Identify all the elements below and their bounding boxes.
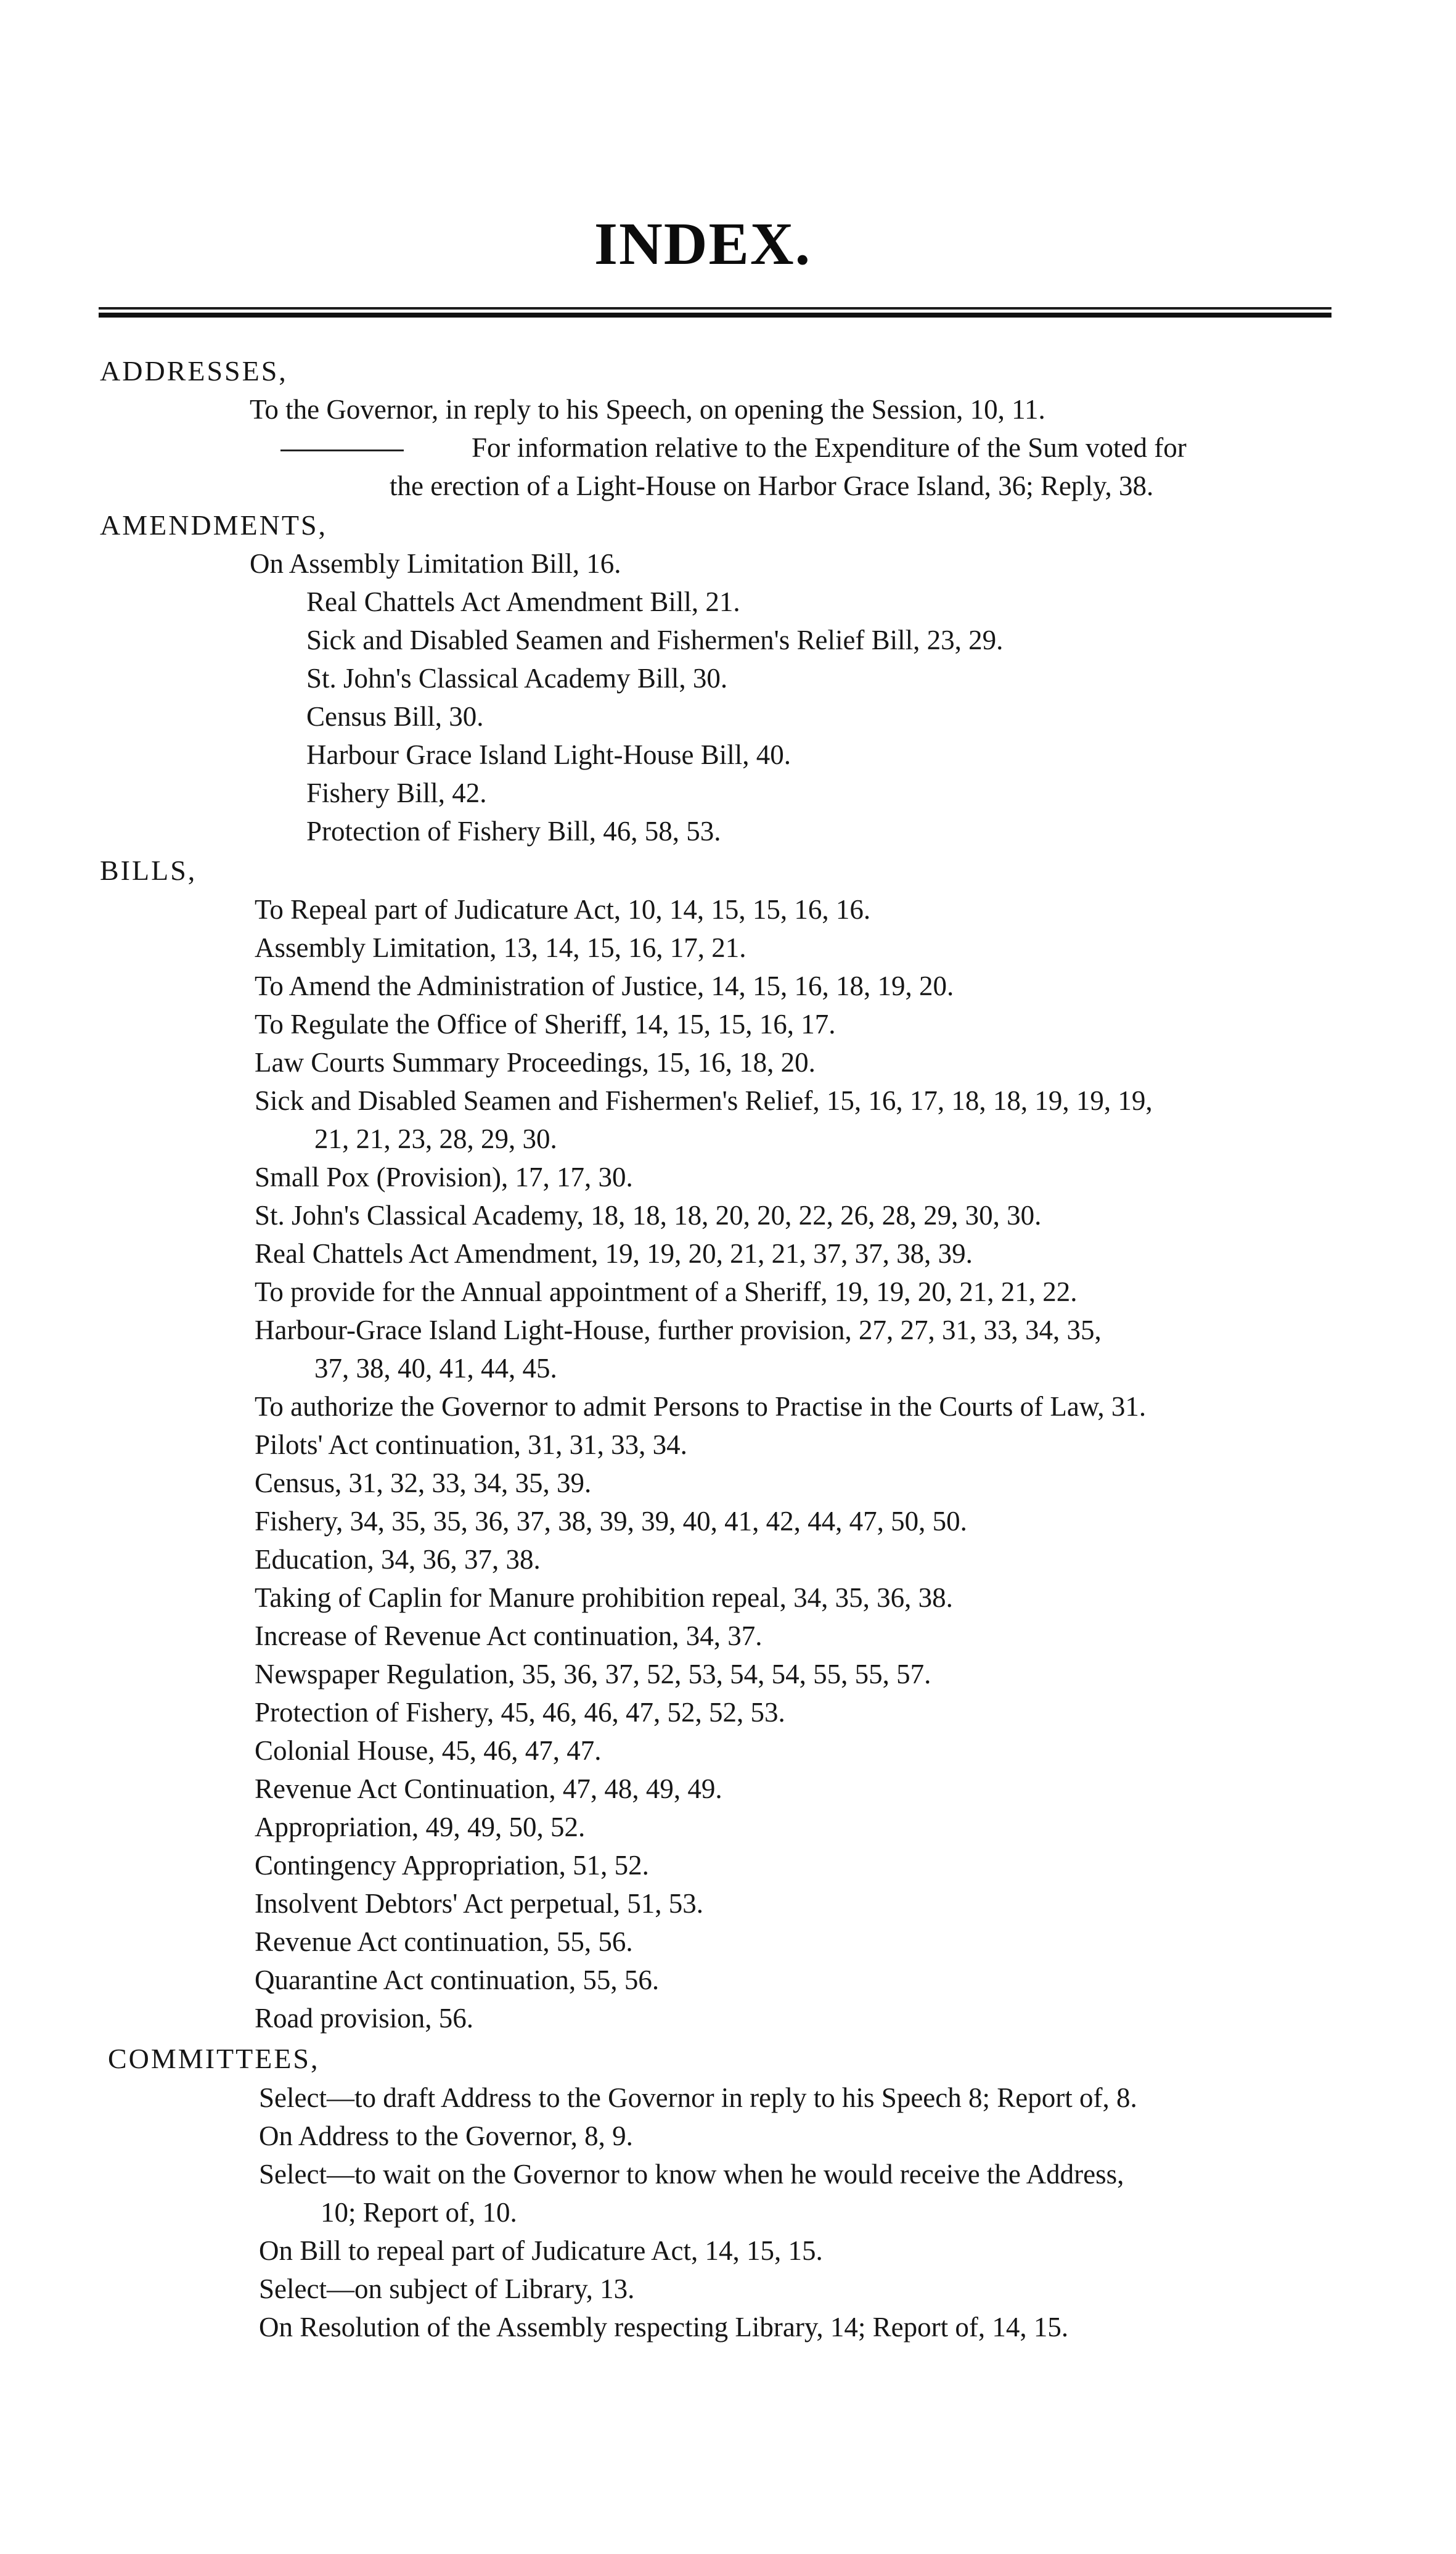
index-entry-text: For information relative to the Expenditure of the Sum voted for	[472, 432, 1187, 463]
index-entry: Sick and Disabled Seamen and Fishermen's Relief Bill, 23, 29.	[306, 625, 1004, 655]
index-entry: Road provision, 56.	[255, 2003, 473, 2034]
index-entry: Insolvent Debtors' Act perpetual, 51, 53.	[255, 1888, 703, 1919]
index-entry: Small Pox (Provision), 17, 17, 30.	[255, 1162, 633, 1193]
index-entry: On Resolution of the Assembly respecting Library, 14; Report of, 14, 15.	[259, 2312, 1069, 2343]
index-entry: Revenue Act continuation, 55, 56.	[255, 1926, 633, 1957]
index-entry: To the Governor, in reply to his Speech, on opening the Session, 10, 11.	[250, 394, 1045, 425]
index-entry: Harbour-Grace Island Light-House, further provision, 27, 27, 31, 33, 34, 35,	[255, 1315, 1102, 1345]
index-entry-continued	[280, 429, 1187, 466]
index-entry: St. John's Classical Academy Bill, 30.	[306, 663, 728, 694]
index-entry: Fishery, 34, 35, 35, 36, 37, 38, 39, 39, 40, 41, 42, 44, 47, 50, 50.	[255, 1506, 967, 1537]
index-entry: Sick and Disabled Seamen and Fishermen's Relief, 15, 16, 17, 18, 18, 19, 19, 19,	[255, 1085, 1153, 1116]
index-entry: Fishery Bill, 42.	[306, 778, 487, 808]
index-entry: Select—to draft Address to the Governor in reply to his Speech 8; Report of, 8.	[259, 2082, 1137, 2113]
index-entry: Revenue Act Continuation, 47, 48, 49, 49.	[255, 1773, 722, 1804]
index-entry: Census Bill, 30.	[306, 701, 484, 732]
index-entry: Real Chattels Act Amendment, 19, 19, 20, 21, 21, 37, 37, 38, 39.	[255, 1238, 973, 1269]
index-entry: Protection of Fishery Bill, 46, 58, 53.	[306, 816, 721, 847]
index-entry-wrap: the erection of a Light-House on Harbor Grace Island, 36; Reply, 38.	[390, 470, 1154, 501]
index-entry: To Repeal part of Judicature Act, 10, 14, 15, 15, 16, 16.	[255, 894, 871, 925]
index-entry: On Address to the Governor, 8, 9.	[259, 2121, 633, 2151]
index-entry: Census, 31, 32, 33, 34, 35, 39.	[255, 1468, 592, 1498]
index-entry: Real Chattels Act Amendment Bill, 21.	[306, 586, 740, 617]
index-entry: Education, 34, 36, 37, 38.	[255, 1544, 541, 1575]
index-entry: Protection of Fishery, 45, 46, 46, 47, 52, 52, 53.	[255, 1697, 785, 1728]
title-rule-thick	[99, 313, 1331, 318]
index-entry: Increase of Revenue Act continuation, 34, 37.	[255, 1620, 763, 1651]
index-entry: To provide for the Annual appointment of a Sheriff, 19, 19, 20, 21, 21, 22.	[255, 1276, 1078, 1307]
index-entry: To Amend the Administration of Justice, 14, 15, 16, 18, 19, 20.	[255, 971, 954, 1001]
index-entry: Harbour Grace Island Light-House Bill, 40.	[306, 739, 791, 770]
index-entry: On Assembly Limitation Bill, 16.	[250, 548, 621, 579]
section-heading-committees: COMMITTEES,	[108, 2043, 320, 2074]
index-entry: To Regulate the Office of Sheriff, 14, 15, 15, 16, 17.	[255, 1009, 836, 1040]
index-entry-wrap: 10; Report of, 10.	[321, 2197, 517, 2228]
index-entry: Taking of Caplin for Manure prohibition repeal, 34, 35, 36, 38.	[255, 1582, 953, 1613]
index-entry: To authorize the Governor to admit Persons to Practise in the Courts of Law, 31.	[255, 1391, 1147, 1422]
section-heading-amendments: AMENDMENTS,	[100, 509, 328, 541]
index-entry: Select—on subject of Library, 13.	[259, 2273, 635, 2304]
index-entry: Select—to wait on the Governor to know when he would receive the Address,	[259, 2159, 1124, 2190]
title-rule-thin	[99, 307, 1331, 310]
index-entry-wrap: 21, 21, 23, 28, 29, 30.	[314, 1123, 557, 1154]
index-entry: Pilots' Act continuation, 31, 31, 33, 34.	[255, 1429, 687, 1460]
index-entry: St. John's Classical Academy, 18, 18, 18, 20, 20, 22, 26, 28, 29, 30, 30.	[255, 1200, 1042, 1231]
index-entry: Newspaper Regulation, 35, 36, 37, 52, 53, 54, 54, 55, 55, 57.	[255, 1659, 931, 1690]
index-entry: Colonial House, 45, 46, 47, 47.	[255, 1735, 602, 1766]
index-entry: Appropriation, 49, 49, 50, 52.	[255, 1812, 586, 1842]
index-entry: Contingency Appropriation, 51, 52.	[255, 1850, 649, 1881]
index-entry: Assembly Limitation, 13, 14, 15, 16, 17, 21.	[255, 932, 746, 963]
section-heading-bills: BILLS,	[100, 855, 197, 886]
page-title: INDEX.	[594, 211, 812, 277]
section-heading-addresses: ADDRESSES,	[100, 355, 288, 387]
ditto-dash	[280, 450, 404, 451]
index-entry-wrap: 37, 38, 40, 41, 44, 45.	[314, 1353, 557, 1384]
title-double-rule	[99, 307, 1331, 321]
index-entry: Law Courts Summary Proceedings, 15, 16, 18, 20.	[255, 1047, 816, 1078]
index-entry: Quarantine Act continuation, 55, 56.	[255, 1965, 660, 1995]
index-entry: On Bill to repeal part of Judicature Act, 14, 15, 15.	[259, 2235, 823, 2266]
